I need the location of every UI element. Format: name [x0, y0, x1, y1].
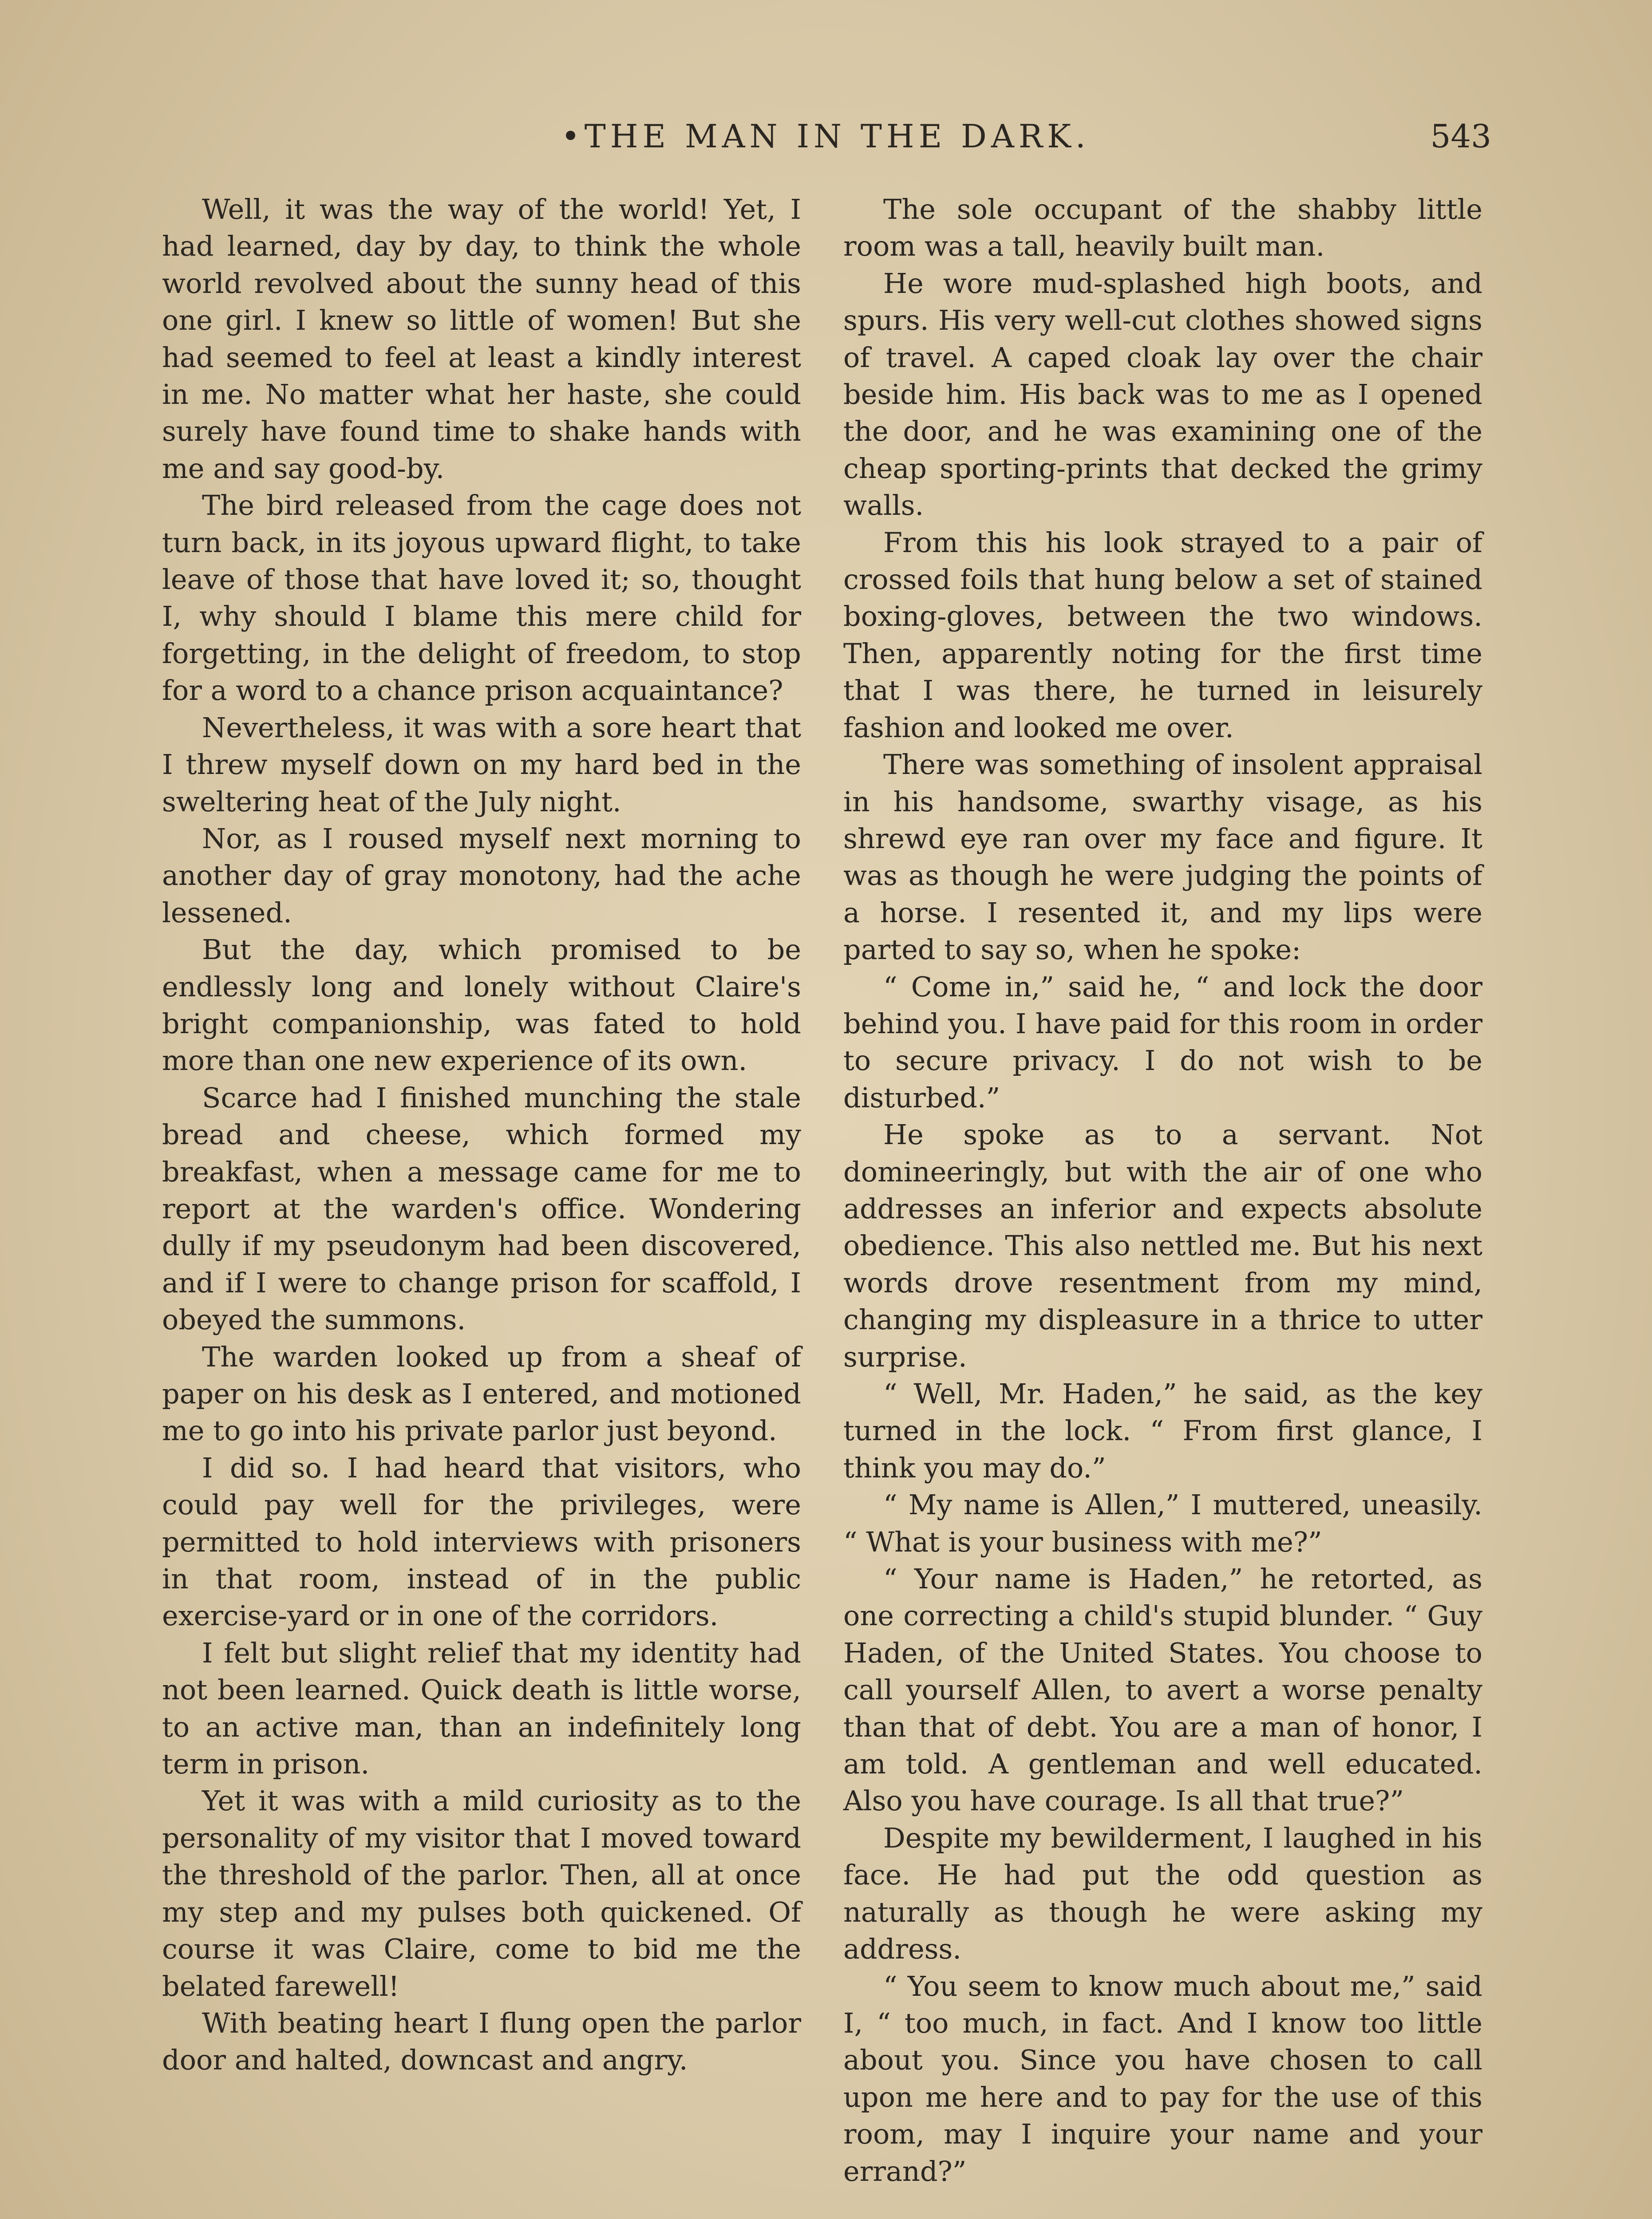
running-title: •THE MAN IN THE DARK.	[561, 118, 1090, 155]
paragraph: The sole occupant of the shabby little room was a tall, heavily built man.	[843, 193, 1482, 263]
paragraph: The warden looked up from a sheaf of paper on his desk as I entered, and motioned me to go into his private parlor just beyond.	[162, 1340, 801, 1447]
paragraph: Well, it was the way of the world! Yet, I had learned, day by day, to think the whole world revolved about the sunny head of this one girl. I knew so little of women! But she had seemed to feel at least a kindly interest in me. No matter what her haste, she could surely have found time to shake hands with me and say good-by.	[162, 193, 801, 485]
paragraph: He spoke as to a servant. Not domineeringly, but with the air of one who addresses an inferior and expects absolute obedience. This also nettled me. But his next words drove resentment from my mind, changing my displeasure in a thrice to utter surprise.	[843, 1118, 1482, 1373]
page-header	[0, 112, 1652, 161]
paragraph: He wore mud-splashed high boots, and spurs. His very well-cut clothes showed signs of travel. A caped cloak lay over the chair beside him. His back was to me as I opened the door, and he was examining one of the cheap sporting-prints that decked the grimy walls.	[843, 267, 1482, 522]
paragraph: “ Well, Mr. Haden,” he said, as the key turned in the lock. “ From first glance, I think you may do.”	[843, 1378, 1482, 1484]
paragraph: “ My name is Allen,” I muttered, uneasily. “ What is your business with me?”	[843, 1489, 1482, 1558]
paragraph: Nor, as I roused myself next morning to another day of gray monotony, had the ache lessened.	[162, 822, 801, 929]
paragraph: “ Come in,” said he, “ and lock the door behind you. I have paid for this room in order to secure privacy. I do not wish to be disturbed.”	[843, 970, 1482, 1114]
paragraph: With beating heart I flung open the parlor door and halted, downcast and angry.	[162, 2006, 801, 2077]
page-number: 543	[1430, 118, 1491, 155]
left-column	[162, 191, 801, 2079]
paragraph: There was something of insolent appraisal in his handsome, swarthy visage, as his shrewd eye ran over my face and figure. It was as though he were judging the points of a horse. I resented it, and my lips were parted to say so, when he spoke:	[843, 748, 1482, 966]
paragraph: I did so. I had heard that visitors, who could pay well for the privileges, were permitted to hold interviews with prisoners in that room, instead of in the public exercise-yard or in one of the corridors.	[162, 1451, 801, 1632]
paragraph: Despite my bewilderment, I laughed in his face. He had put the odd question as naturally as though he were asking my address.	[843, 1821, 1482, 1966]
paragraph: But the day, which promised to be endlessly long and lonely without Claire's bright companionship, was fated to hold more than one new experience of its own.	[162, 933, 801, 1077]
paragraph: Yet it was with a mild curiosity as to the personality of my visitor that I moved toward the threshold of the parlor. Then, all at once my step and my pulses both quickened. Of course it was Claire, come to bid me the belated farewell!	[162, 1785, 801, 2002]
paragraph: I felt but slight relief that my identity had not been learned. Quick death is little worse, to an active man, than an indefinitely long term in prison.	[162, 1636, 801, 1781]
paragraph: “ You seem to know much about me,” said I, “ too much, in fact. And I know too little about you. Since you have chosen to call upon me here and to pay for the use of this room, may I inquire your name and your errand?”	[843, 1970, 1482, 2187]
paragraph: Nevertheless, it was with a sore heart that I threw myself down on my hard bed in the sweltering heat of the July night.	[162, 711, 801, 818]
paragraph: From this his look strayed to a pair of crossed foils that hung below a set of stained boxing-gloves, between the two windows. Then, apparently noting for the first time that I was there, he turned in leisurely fashion and looked me over.	[843, 526, 1482, 744]
paragraph: “ Your name is Haden,” he retorted, as one correcting a child's stupid blunder. “ Guy Haden, of the United States. You choose to call yourself Allen, to avert a worse penalty than that of debt. You are a man of honor, I am told. A gentleman and well educated. Also you have courage. Is all that true?”	[843, 1563, 1482, 1817]
paragraph: The bird released from the cage does not turn back, in its joyous upward flight, to take leave of those that have loved it; so, thought I, why should I blame this mere child for forgetting, in the delight of freedom, to stop for a word to a chance prison acquaintance?	[162, 489, 801, 707]
right-column	[843, 191, 1482, 2190]
paragraph: Scarce had I finished munching the stale bread and cheese, which formed my breakfast, when a message came for me to report at the warden's office. Wondering dully if my pseudonym had been discovered, and if I were to change prison for scaffold, I obeyed the summons.	[162, 1081, 801, 1336]
